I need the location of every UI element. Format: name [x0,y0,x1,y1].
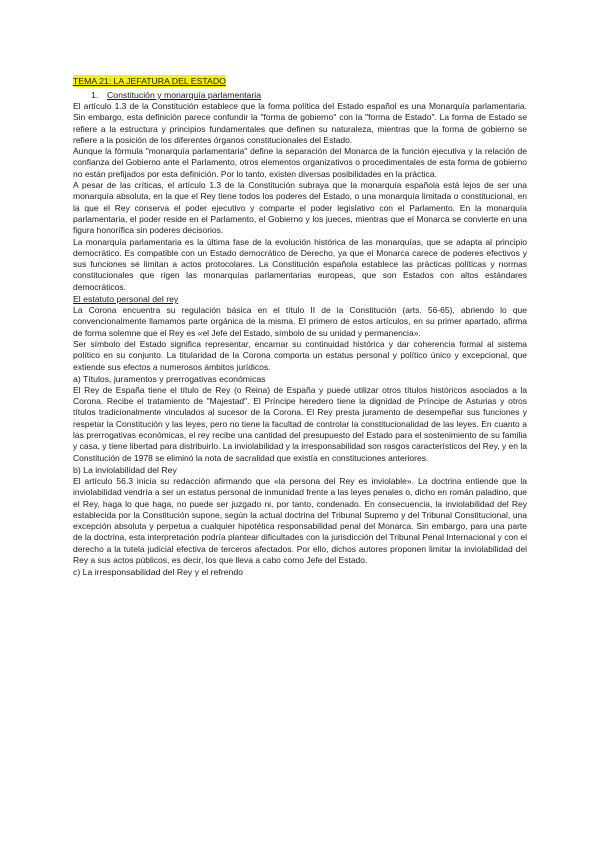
paragraph: El artículo 56.3 inicia su redacción afirmando que «la persona del Rey es inviolable». La doctrina entiende que la inviolabilidad vendría a ser un estatus personal de inmunidad frente a las leyes penales o, dicho en román paladino, que el Rey, haga lo que haga, no puede ser juzgado ni, por tanto, condenado. En consecuencia, la inviolabilidad del Rey establecida por la Constitución supone, según la actual doctrina del Tribunal Supremo y del Tribunal Constitucional, una excepción absoluta y perpetua a cualquier hipotética responsabilidad penal del Monarca. Sin embargo, para una parte de la doctrina, esta interpretación podría plantear dificultades con la jurisdicción del Tribunal Penal Internacional y con el derecho a la tutela judicial efectiva de terceros afectados. Por ello, dichos autores proponen limitar la inviolabilidad del Rey a sus actos públicos, es decir, los que lleva a cabo como Jefe del Estado. [73,475,527,565]
section-1-number: 1. [91,90,99,100]
paragraph: Aunque la fórmula "monarquía parlamentaria" define la separación del Monarca de la función ejecutiva y la relación de confianza del Gobierno ante el Parlamento, otros elementos organizativos o procedimentales de esta forma de gobierno no están prefijados por esta definición. Por lo tanto, existen diversas posibilidades en la práctica. [73,146,527,179]
paragraph: La monarquía parlamentaria es la última fase de la evolución histórica de las monarquías, que se adapta al principio democrático. Es compatible con un Estado democrático de Derecho, ya que el Monarca carece de poderes efectivos y sus funciones se limitan a actos protocolares. La Constitución española establece las prácticas políticas y normas constitucionales que rigen las monarquías parlamentarias europeas, que son Estados con altos estándares democráticos. [73,236,527,292]
paragraph: El artículo 1.3 de la Constitución establece que la forma política del Estado español es una Monarquía parlamentaria. Sin embargo, esta definición parece confundir la "forma de gobierno" con la "forma de Estado". La forma de Estado se refiere a la estructura y principios fundamentales que definen su naturaleza, mientras que la forma de gobierno se refiere a la posición de los diferentes órganos constitucionales del Estado. [73,101,527,145]
subsection-a-heading: a) Títulos, juramentos y prerrogativas económicas [73,373,266,384]
section-2-heading: El estatuto personal del rey [73,294,179,305]
paragraph: El Rey de España tiene el título de Rey (o Reina) de España y puede utilizar otros títulos históricos asociados a la Corona. Recibe el tratamiento de "Majestad". El Príncipe heredero tiene la dignidad de Príncipe de Asturias y otros títulos tradicionalmente vinculados al sucesor de la Corona. El Rey presta juramento de desempeñar sus funciones y respetar la Constitución y las leyes, pero no tiene la facultad de controlar la constitucionalidad de las leyes. En cuanto a las prerrogativas económicas, el rey recibe una cantidad del presupuesto del Estado para el sostenimiento de su familia y casa, y tiene libertad para distribuirlo. La inviolabilidad y la irresponsabilidad son rasgos característicos del Rey, y en la Constitución de 1978 se eliminó la nota de sacralidad que existía en constituciones anteriores. [73,384,527,463]
paragraph: A pesar de las críticas, el artículo 1.3 de la Constitución subraya que la monarquía española está lejos de ser una monarquía absoluta, en la que el Rey tiene todos los poderes del Estado, o una monarquía limitada o constitucional, en la que el Rey conserva el poder ejecutivo y comparte el poder legislativo con el Parlamento. En la monarquía parlamentaria, el poder reside en el Parlamento, el Gobierno y los jueces, mientras que el Monarca se convierte en una figura honorífica sin poderes decisorios. [73,180,527,236]
paragraph: Ser símbolo del Estado significa representar, encarnar su continuidad histórica y dar coherencia formal al sistema político en su conjunto. La titularidad de la Corona comporta un estatus personal y político único y excepcional, que extiende sus efectos a numerosos ámbitos jurídicos. [73,338,527,372]
section-1-title: Constitución y monarquía parlamentaria [107,90,262,100]
section-1-heading [91,89,527,101]
paragraph: La Corona encuentra su regulación básica en el título II de la Constitución (arts. 56-65), abriendo lo que convencionalmente llamamos parte orgánica de la misma. El primero de estos artículos, en su primer apartado, afirma de forma solemne que el Rey es «el Jefe del Estado, símbolo de su unidad y permanencia». [73,305,527,338]
subsection-b-heading: b) La inviolabilidad del Rey [73,464,177,475]
subsection-c-heading: c) La irresponsabilidad del Rey y el refrendo [73,567,243,578]
document-title: TEMA 21: LA JEFATURA DEL ESTADO [73,76,226,86]
